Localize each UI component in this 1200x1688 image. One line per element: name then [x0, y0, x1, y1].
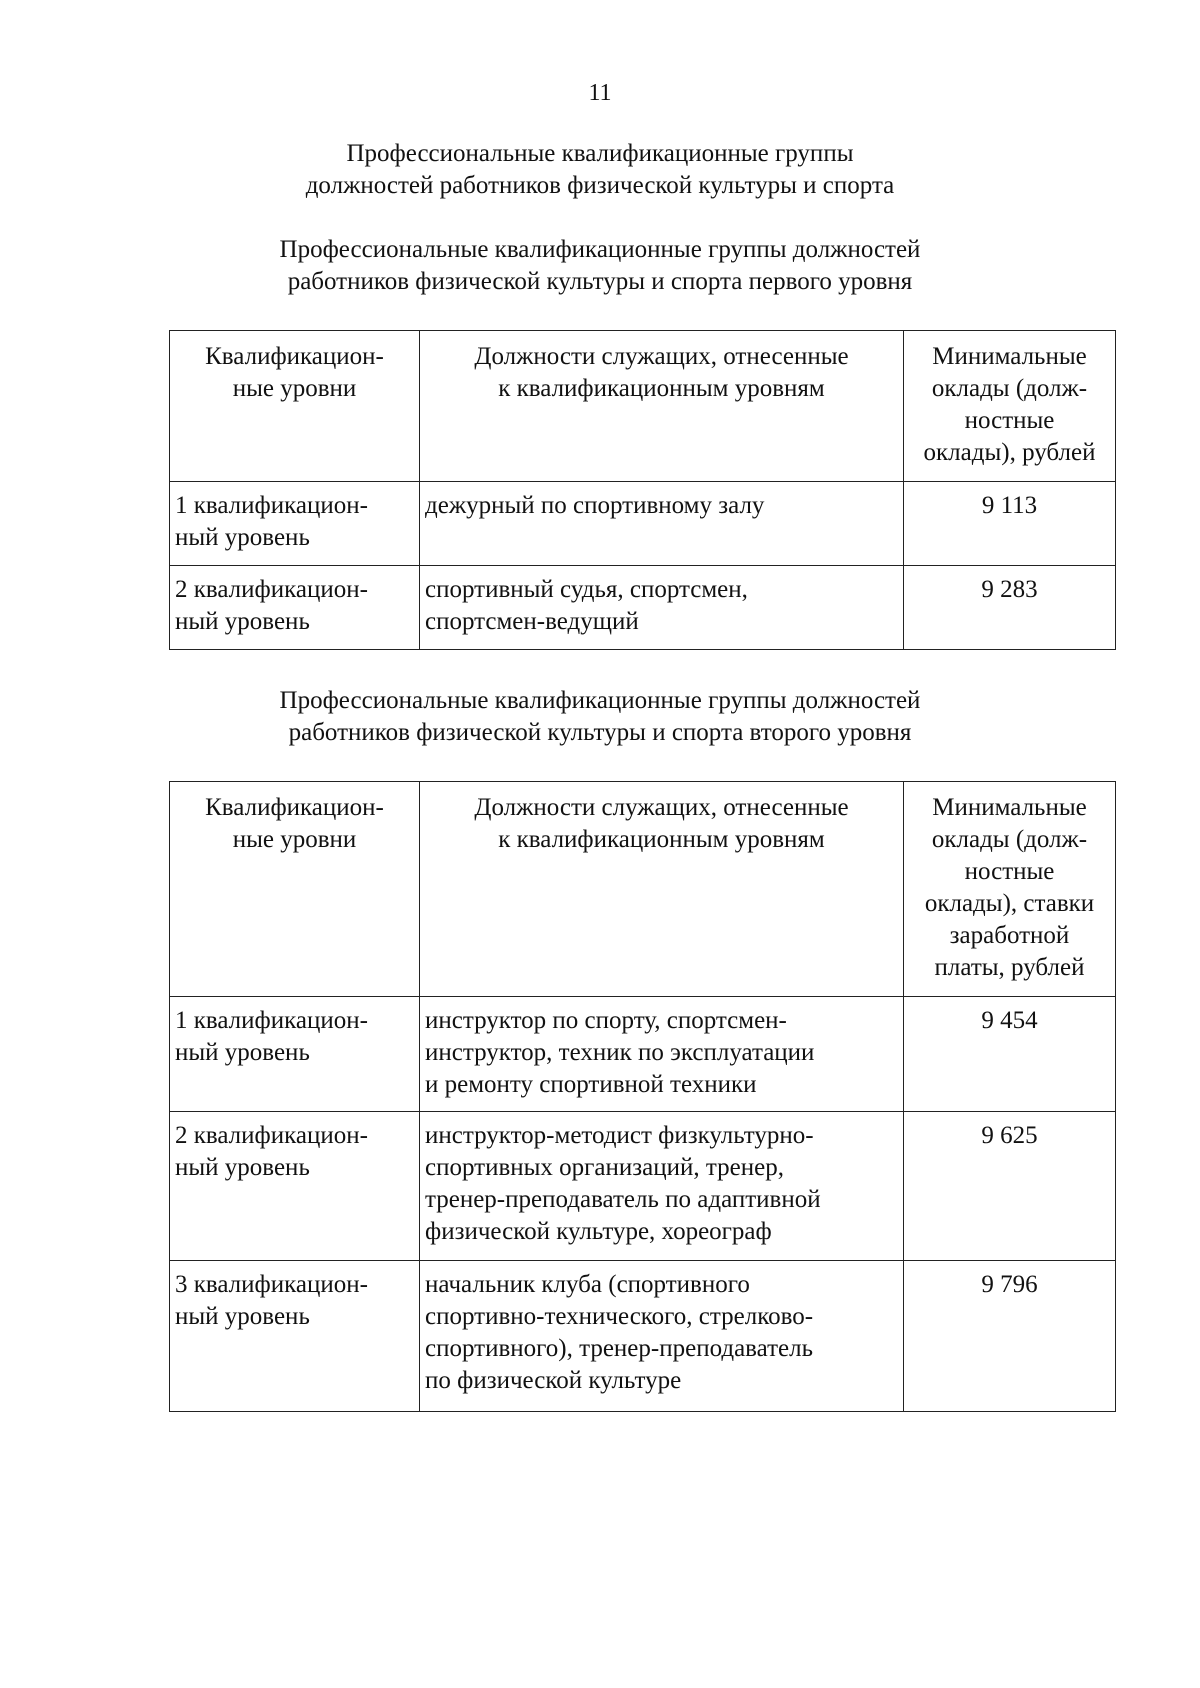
header-text: к квалификационным уровням: [498, 375, 825, 402]
header-positions: [420, 782, 904, 997]
cell-text: дежурный по спортивному залу: [425, 492, 765, 519]
salary-cell: [904, 997, 1116, 1112]
header-text: Минимальные: [932, 343, 1087, 370]
header-text: Квалификацион-: [205, 343, 384, 370]
header-text: Должности служащих, отнесенные: [474, 794, 849, 821]
header-text: ностные: [964, 407, 1055, 434]
cell-text: ный уровень: [175, 524, 310, 551]
table-row: [170, 997, 1116, 1112]
header-positions: [420, 331, 904, 482]
cell-text: по физической культуре: [425, 1367, 682, 1394]
table-header-row: [170, 782, 1116, 997]
first-level-salary-table: [169, 330, 1116, 650]
cell-text: 1 квалификацион-: [175, 492, 368, 519]
document-title-line-2: должностей работников физической культуры и спорта: [305, 172, 895, 199]
positions-cell: [420, 1261, 904, 1412]
section-2-title-line-2: работников физической культуры и спорта второго уровня: [288, 719, 912, 746]
salary-cell: [904, 1261, 1116, 1412]
header-text: оклады (долж-: [931, 826, 1088, 853]
header-text: Минимальные: [932, 794, 1087, 821]
cell-text: инструктор, техник по эксплуатации: [425, 1039, 815, 1066]
header-text: ные уровни: [232, 375, 357, 402]
cell-text: физической культуре, хореограф: [425, 1218, 772, 1245]
positions-cell: [420, 1112, 904, 1261]
cell-text: ный уровень: [175, 1039, 310, 1066]
cell-text: начальник клуба (спортивного: [425, 1271, 750, 1298]
salary-cell: [904, 1112, 1116, 1261]
cell-text: ный уровень: [175, 1303, 310, 1330]
header-text: ностные: [964, 858, 1055, 885]
cell-text: и ремонту спортивной техники: [425, 1071, 757, 1098]
header-text: Квалификацион-: [205, 794, 384, 821]
salary-value: 9 796: [981, 1271, 1038, 1298]
cell-text: 2 квалификацион-: [175, 1122, 368, 1149]
qualification-level-cell: [170, 482, 420, 566]
header-minimum-salary: [904, 782, 1116, 997]
document-title-line-1: Профессиональные квалификационные группы: [346, 140, 854, 167]
salary-value: 9 283: [981, 576, 1038, 603]
cell-text: инструктор-методист физкультурно-: [425, 1122, 814, 1149]
table-header-row: [170, 331, 1116, 482]
qualification-level-cell: [170, 566, 420, 650]
page-number: 11: [588, 80, 612, 106]
header-text: Должности служащих, отнесенные: [474, 343, 849, 370]
table-row: [170, 1112, 1116, 1261]
cell-text: спортивный судья, спортсмен,: [425, 576, 748, 603]
section-1-title: [0, 234, 1200, 298]
document-title: [0, 138, 1200, 202]
section-2-title-line-1: Профессиональные квалификационные группы должностей: [279, 687, 921, 714]
cell-text: 1 квалификацион-: [175, 1007, 368, 1034]
cell-text: спортивного), тренер-преподаватель: [425, 1335, 813, 1362]
positions-cell: [420, 566, 904, 650]
table-row: [170, 482, 1116, 566]
salary-cell: [904, 566, 1116, 650]
section-2-title: [0, 685, 1200, 749]
salary-value: 9 454: [981, 1007, 1038, 1034]
cell-text: спортсмен-ведущий: [425, 608, 639, 635]
positions-cell: [420, 482, 904, 566]
header-qualification-levels: [170, 331, 420, 482]
cell-text: ный уровень: [175, 608, 310, 635]
header-qualification-levels: [170, 782, 420, 997]
cell-text: 3 квалификацион-: [175, 1271, 368, 1298]
header-text: оклады), рублей: [923, 439, 1096, 466]
positions-cell: [420, 997, 904, 1112]
salary-value: 9 625: [981, 1122, 1038, 1149]
section-1-title-line-1: Профессиональные квалификационные группы должностей: [279, 236, 921, 263]
second-level-salary-table: [169, 781, 1116, 1412]
header-text: оклады), ставки: [924, 890, 1095, 917]
header-text: оклады (долж-: [931, 375, 1088, 402]
qualification-level-cell: [170, 1112, 420, 1261]
qualification-level-cell: [170, 997, 420, 1112]
qualification-level-cell: [170, 1261, 420, 1412]
header-text: заработной: [949, 922, 1070, 949]
header-minimum-salary: [904, 331, 1116, 482]
section-1-title-line-2: работников физической культуры и спорта первого уровня: [287, 268, 913, 295]
table-row: [170, 566, 1116, 650]
salary-cell: [904, 482, 1116, 566]
header-text: платы, рублей: [934, 954, 1085, 981]
cell-text: ный уровень: [175, 1154, 310, 1181]
cell-text: спортивных организаций, тренер,: [425, 1154, 784, 1181]
table-row: [170, 1261, 1116, 1412]
cell-text: тренер-преподаватель по адаптивной: [425, 1186, 821, 1213]
cell-text: спортивно-технического, стрелково-: [425, 1303, 814, 1330]
cell-text: инструктор по спорту, спортсмен-: [425, 1007, 787, 1034]
header-text: ные уровни: [232, 826, 357, 853]
salary-value: 9 113: [981, 492, 1038, 519]
header-text: к квалификационным уровням: [498, 826, 825, 853]
cell-text: 2 квалификацион-: [175, 576, 368, 603]
